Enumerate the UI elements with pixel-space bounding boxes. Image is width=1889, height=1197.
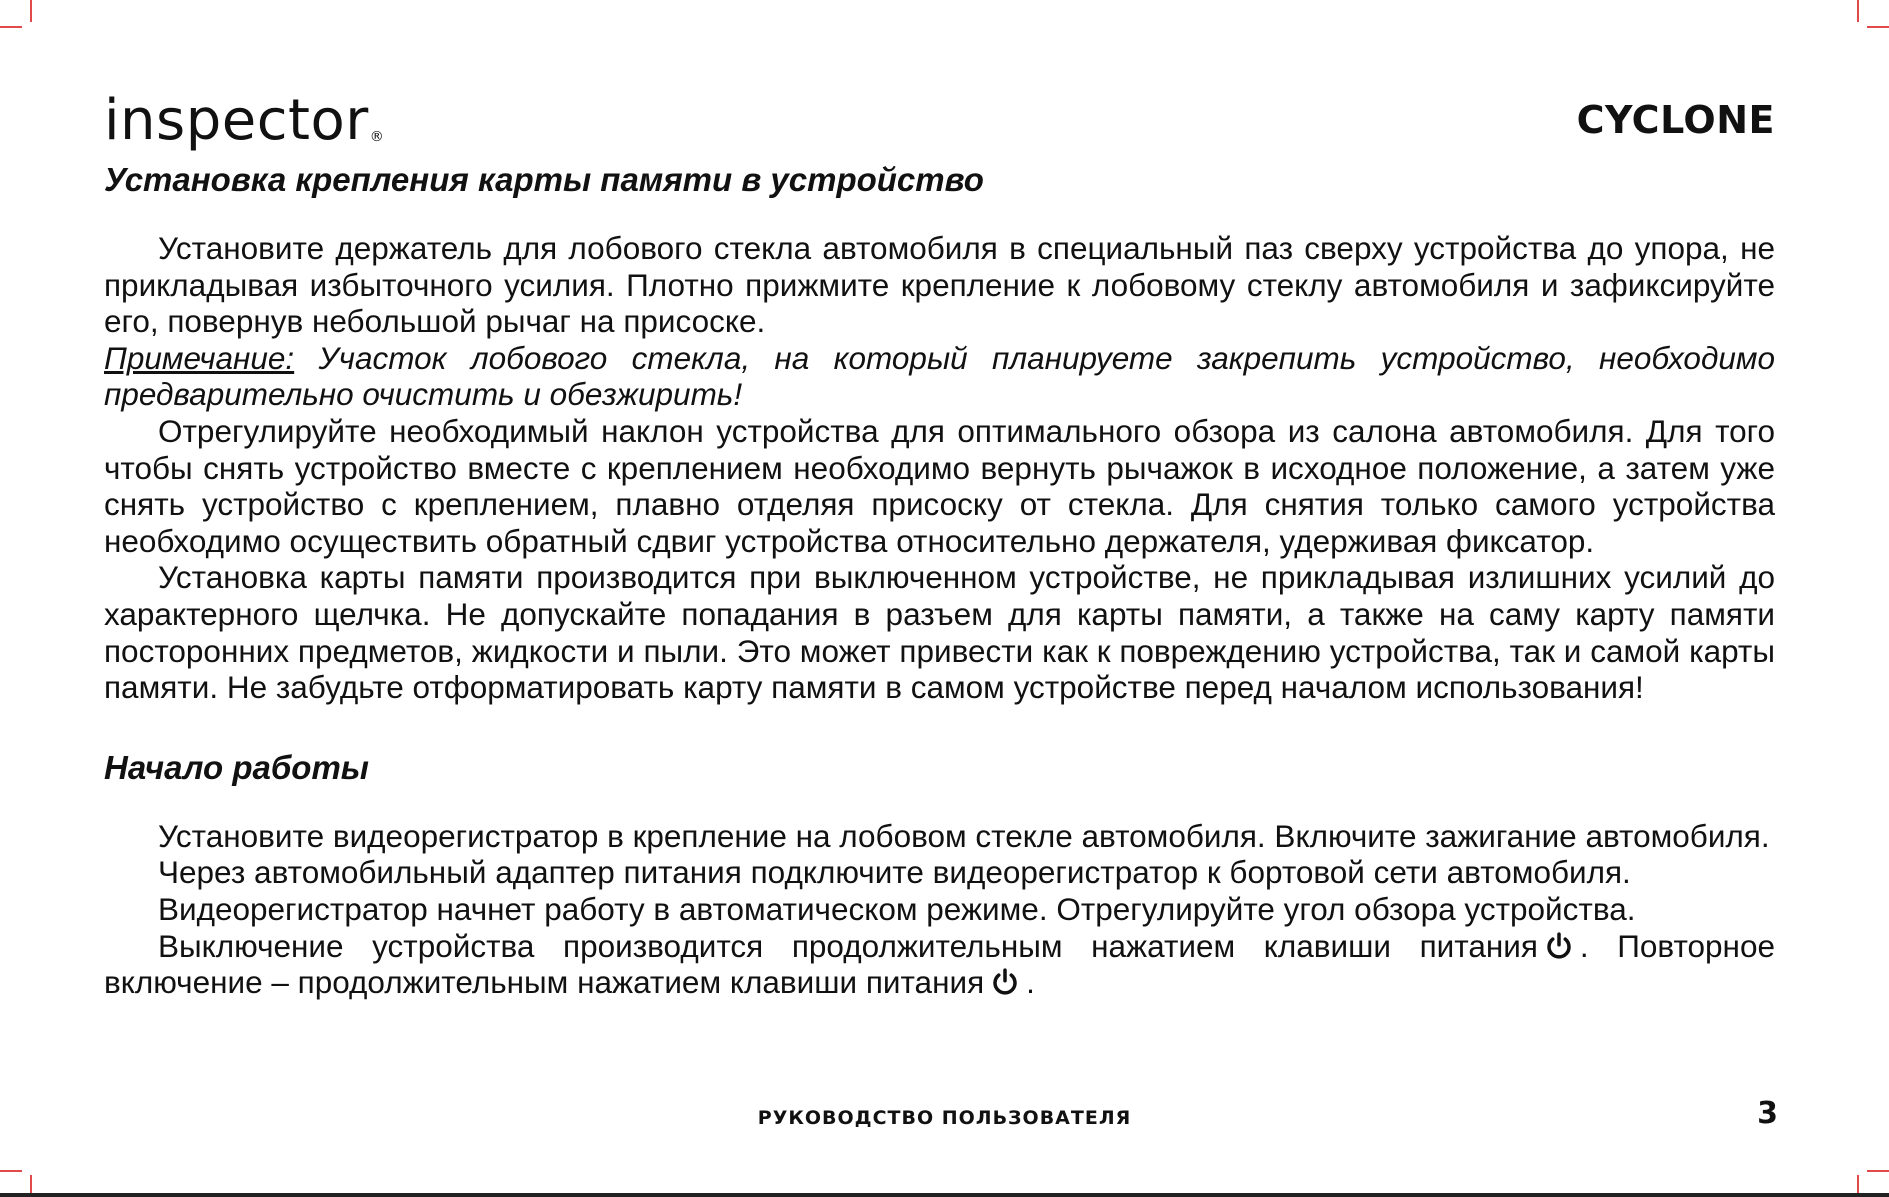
crop-mark	[1867, 1170, 1889, 1172]
registered-mark: ®	[369, 129, 385, 145]
crop-mark	[0, 1170, 22, 1172]
paragraph-power	[104, 928, 1775, 1001]
note-paragraph	[104, 340, 1775, 413]
paragraph-adjust-remove: Отрегулируйте необходимый наклон устройства для оптимального обзора из салона автомобиля. Для того чтобы снять устройство вместе с креплением необходимо вернуть рычажок в исходное положение, а затем уже снять устройство с креплением, плавно отделяя присоску от стекла. Для снятия только самого устройства необходимо осуществить обратный сдвиг устройства относительно держателя, удерживая фиксатор.	[104, 412, 1775, 559]
note-label: Примечание:	[104, 339, 295, 376]
section-title-getting-started: Начало работы	[104, 748, 369, 786]
page-content	[104, 160, 1775, 1001]
footer-label: РУКОВОДСТВО ПОЛЬЗОВАТЕЛЯ	[757, 1107, 1132, 1129]
page-number: 3	[1757, 1096, 1778, 1131]
crop-mark	[1867, 26, 1889, 28]
page-header	[104, 88, 1775, 153]
paragraph-memory-card: Установка карты памяти производится при выключенном устройстве, не прикладывая излишних усилий до характерного щелчка. Не допускайте попадания в разъем для карты памяти, а также на саму карту памяти посторонних предметов, жидкости и пыли. Это может привести как к повреждению устройства, так и самой карты памяти. Не забудьте отформатировать карту памяти в самом устройстве перед началом использования!	[104, 559, 1775, 706]
power-text-b: . Повторное включение – продолжительным нажатием клавиши питания	[104, 927, 1775, 1001]
paragraph-start-2: Через автомобильный адаптер питания подключите видеорегистратор к бортовой сети автомобиля.	[158, 854, 1631, 891]
paragraph-mount-install: Установите держатель для лобового стекла автомобиля в специальный паз сверху устройства до упора, не прикладывая избыточного усилия. Плотно прижмите крепление к лобовому стеклу автомобиля и зафиксируйте его, повернув небольшой рычаг на присоске.	[104, 230, 1775, 340]
bottom-rule	[0, 1193, 1889, 1197]
inspector-logo	[104, 88, 383, 153]
note-text: Участок лобового стекла, на который планируете закрепить устройство, необходимо предварительно очистить и обезжирить!	[104, 339, 1775, 413]
power-icon	[1544, 931, 1574, 961]
crop-mark	[0, 26, 22, 28]
power-text-a: Выключение устройства производится продолжительным нажатием клавиши питания	[158, 927, 1538, 964]
power-text-c: .	[1026, 964, 1035, 1001]
section-title-memory-card: Установка крепления карты памяти в устройство	[104, 161, 984, 198]
paragraph-start-1: Установите видеорегистратор в крепление на лобовом стекле автомобиля. Включите зажигание автомобиля.	[158, 817, 1770, 854]
power-icon	[990, 967, 1020, 997]
logo-text: inspector	[104, 88, 369, 153]
model-name: CYCLONE	[1576, 98, 1775, 142]
crop-mark	[30, 0, 32, 22]
paragraph-start-3: Видеорегистратор начнет работу в автоматическом режиме. Отрегулируйте угол обзора устройства.	[158, 890, 1636, 927]
crop-mark	[1857, 0, 1859, 22]
